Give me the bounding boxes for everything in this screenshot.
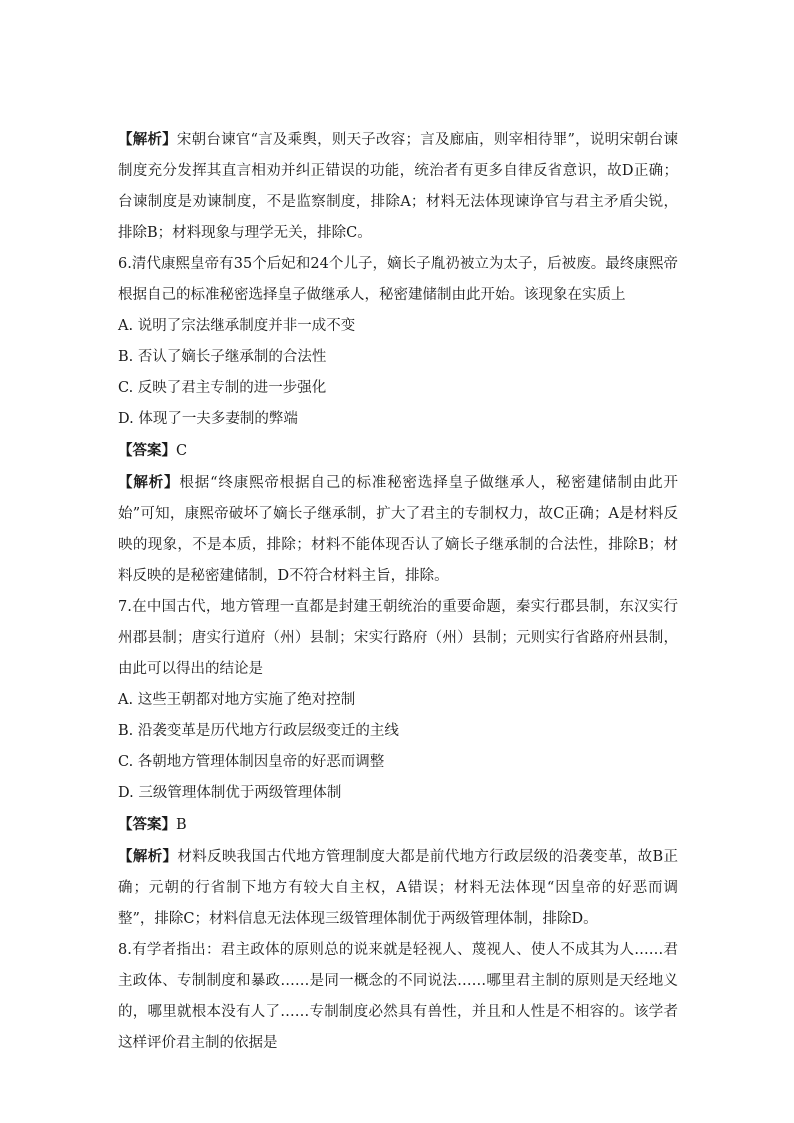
question-7-option-d: D. 三级管理体制优于两级管理体制 (118, 785, 342, 801)
question-7-option-c: C. 各朝地方管理体制因皇帝的好恶而调整 (118, 754, 385, 770)
answer-value: C (176, 443, 188, 459)
analysis-text: 宋朝台谏官“言及乘舆，则天子改容；言及廊庙，则宰相待罪”，说明宋朝台谏制度充分发挥其直言相劝并纠正错误的功能，统治者有更多自律反省意识，故D正确；台谏制度是劝谏制度，不是监察制度，排除A；材料无法体现谏诤官与君主矛盾尖锐，排除B；材料现象与理学无关，排除C。 (118, 132, 679, 241)
question-7-stem: 7.在中国古代，地方管理一直都是封建王朝统治的重要命题，秦实行郡县制，东汉实行州郡县制；唐实行道府（州）县制；宋实行路府（州）县制；元则实行省路府州县制，由此可以得出的结论是 (118, 599, 678, 677)
question-6-option-b: B. 否认了嫡长子继承制的合法性 (118, 349, 327, 365)
question-6-option-c: C. 反映了君主专制的进一步强化 (118, 380, 327, 396)
question-6-option-a: A. 说明了宗法继承制度并非一成不变 (118, 318, 356, 334)
analysis-text: 根据“终康熙帝根据自己的标准秘密选择皇子做继承人，秘密建储制由此开始”可知，康熙帝破坏了嫡长子继承制，扩大了君主的专制权力，故C正确；A是材料反映的现象，不是本质，排除；材料不能体现否认了嫡长子继承制的合法性，排除B；材料反映的是秘密建储制，D不符合材料主旨，排除。 (118, 475, 678, 584)
question-7-answer (118, 809, 678, 841)
question-6-analysis (118, 467, 678, 592)
answer-label: 【答案】 (118, 442, 176, 459)
answer-label: 【答案】 (118, 816, 176, 833)
analysis-label: 【解析】 (118, 848, 178, 865)
analysis-block-5 (118, 124, 678, 249)
question-7-analysis (118, 841, 678, 935)
answer-value: B (176, 817, 187, 833)
question-8-stem: 8.有学者指出：君主政体的原则总的说来就是轻视人、蔑视人、使人不成其为人……君主政体、专制制度和暴政……是同一概念的不同说法……哪里君主制的原则是天经地义的，哪里就根本没有人了……专制制度必然具有兽性，并且和人性是不相容的。该学者这样评价君主制的依据是 (118, 942, 678, 1051)
analysis-label: 【解析】 (118, 474, 180, 491)
analysis-text: 材料反映我国古代地方管理制度大都是前代地方行政层级的沿袭变革，故B正确；元朝的行省制下地方有较大自主权，A错误；材料无法体现“因皇帝的好恶而调整”，排除C；材料信息无法体现三级管理体制优于两级管理体制，排除D。 (118, 849, 678, 927)
question-6-stem: 6.清代康熙皇帝有35个后妃和24个儿子，嫡长子胤礽被立为太子，后被废。最终康熙帝根据自己的标准秘密选择皇子做继承人，秘密建储制由此开始。该现象在实质上 (118, 256, 678, 303)
analysis-label: 【解析】 (118, 131, 177, 148)
question-7-option-a: A. 这些王朝都对地方实施了绝对控制 (118, 692, 356, 708)
question-6-answer (118, 435, 678, 467)
document-page (118, 124, 678, 1059)
question-7-option-b: B. 沿袭变革是历代地方行政层级变迁的主线 (118, 723, 399, 739)
question-6-option-d: D. 体现了一夫多妻制的弊端 (118, 411, 298, 427)
